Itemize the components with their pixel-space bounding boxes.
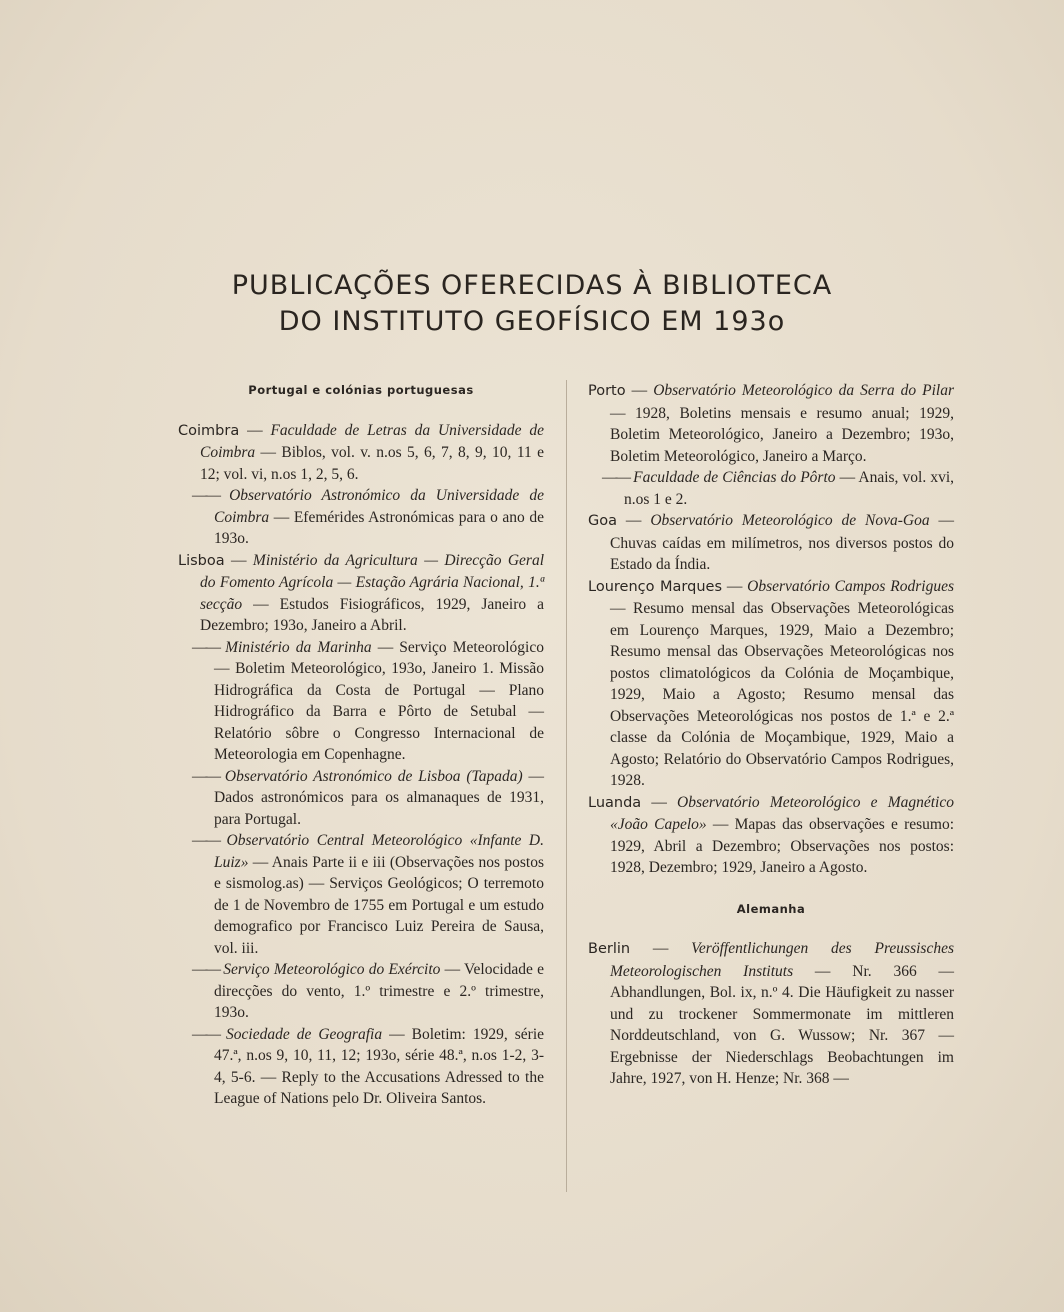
entry-place: Porto xyxy=(588,383,626,399)
entry-lisboa-3: —— Observatório Astronómico de Lisboa (Tapada) — Dados astronómicos para os almanaques de 1931, para Portugal. xyxy=(192,767,545,828)
entry-text: Efemérides Astronómicas para o ano de 193o. xyxy=(214,508,545,547)
entry-place: Lisboa xyxy=(178,552,225,569)
entry-text: Resumo mensal das Observações Meteorológicas em Lourenço Marques, 1929, Maio a Dezembro; Resumo mensal das Observações Meteorológicas nos postos climatológicos da Colónia de Moçambique, 1929, Maio a Agosto; Resumo mensal das Observações Meteorológicas nos postos de 1.ª e 2.ª classe da Colónia de Moçambique, 1929, Maio a Agosto; Relatório do Observatório Campos Rodrigues, 1928. xyxy=(610,600,955,789)
entry-lisboa-5: —— Serviço Meteorológico do Exército — Velocidade e direcções do vento, 1.º trimestre e 2.º trimestre, 193o. xyxy=(192,961,544,1021)
entry-porto-2: —— Faculdade de Ciências do Pôrto — Anais, vol. xvi, n.os 1 e 2. xyxy=(602,469,955,508)
entry-institution: Observatório Astronómico de Lisboa (Tapada) xyxy=(224,767,523,785)
page-title-line-1: PUBLICAÇÕES OFERECIDAS À BIBLIOTECA xyxy=(231,270,833,301)
entry-institution: Faculdade de Letras da Universidade de Coimbra xyxy=(200,421,544,461)
entry-text: Mapas das observações e resumo: 1929, Abril a Dezembro; Observações nos postos: 1928, Dezembro; 1929, Janeiro a Agosto. xyxy=(610,816,955,876)
entry-lisboa-2: —— Ministério da Marinha — Serviço Meteorológico — Boletim Meteorológico, 193o, Janeiro 1. Missão Hidrográfica da Costa de Portugal — Plano Hidrográfico da Barra e Pôrto de Setubal — Relatório sôbre o Congresso Internacional de Meteorologia em Copenhagne. xyxy=(192,638,544,763)
page-title-line-2: DO INSTITUTO GEOFÍSICO EM 193o xyxy=(278,306,786,337)
entry-berlin: Berlin — Veröffentlichungen des Preussisches Meteorologischen Instituts — Nr. 366 — Abhandlungen, Bol. ix, n.º 4. Die Häufigkeit zu nasser und zu trockener Sommermonate im mittleren Norddeutschland, von G. Wussow; Nr. 367 — Ergebnisse der Niederschlags Beobachtungen im Jahre, 1927, von H. Henze; Nr. 368 — xyxy=(588,940,955,1087)
entry-lourenco-marques: Lourenço Marques — Observatório Campos Rodrigues — Resumo mensal das Observações Meteorológicas em Lourenço Marques, 1929, Maio a Dezembro; Resumo mensal das Observações Meteorológicas nos postos climatológicos da Colónia de Moçambique, 1929, Maio a Agosto; Resumo mensal das Observações Meteorológicas nos postos de 1.ª e 2.ª classe da Colónia de Moçambique, 1929, Maio a Agosto; Relatório do Observatório Campos Rodrigues, 1928. xyxy=(588,577,955,789)
column-divider xyxy=(566,380,567,1192)
entry-text: Biblos, vol. v. n.os 5, 6, 7, 8, 9, 10, 11 e 12; vol. vi, n.os 1, 2, 5, 6. xyxy=(200,444,545,483)
entry-institution: Serviço Meteorológico do Exército xyxy=(223,961,441,978)
entry-institution: Ministério da Marinha xyxy=(225,638,372,656)
section-heading-portugal: Portugal e colónias portuguesas xyxy=(248,383,474,397)
entry-goa: Goa — Observatório Meteorológico de Nova-Goa — Chuvas caídas em milímetros, nos diversos postos do Estado da Índia. xyxy=(588,512,955,573)
entry-institution: Observatório Astronómico da Universidade de Coimbra xyxy=(214,487,545,526)
entry-place: Coimbra xyxy=(178,422,240,439)
entry-text: Anais, vol. xvi, n.os 1 e 2. xyxy=(624,469,955,508)
entry-porto: Porto — Observatório Meteorológico da Serra do Pilar — 1928, Boletins mensais e resumo anual; 1929, Boletim Meteorológico, Janeiro a Dezembro; 193o, Boletim Meteorológico, Janeiro a Março. xyxy=(588,382,954,465)
entry-institution: Veröffentlichungen des Preussisches Meteorologischen Instituts xyxy=(610,940,954,980)
entry-institution: Observatório Meteorológico de Nova-Goa xyxy=(650,512,930,529)
right-column xyxy=(588,380,954,1090)
entry-place: Berlin xyxy=(588,941,631,957)
entry-institution: Observatório Central Meteorológico «Infante D. Luiz» xyxy=(214,832,544,871)
entry-text: Nr. 366 — Abhandlungen, Bol. ix, n.º 4. Die Häufigkeit zu nasser und zu trockener Sommermonate im mittleren Norddeutschland, von G. Wussow; Nr. 367 — Ergebnisse der Niederschlags Beobachtungen im Jahre, 1927, von H. Henze; Nr. 368 — xyxy=(610,962,955,1087)
left-column xyxy=(178,380,544,1110)
entry-place: Luanda xyxy=(588,794,642,811)
entry-text: Velocidade e direcções do vento, 1.º trimestre e 2.º trimestre, 193o. xyxy=(214,961,544,1021)
entry-institution: Sociedade de Geografia xyxy=(226,1025,383,1043)
entry-place: Lourenço Marques xyxy=(588,578,723,595)
entry-lisboa-6: —— Sociedade de Geografia — Boletim: 1929, série 47.ª, n.os 9, 10, 11, 12; 193o, série 48.ª, n.os 1-2, 3-4, 5-6. — Reply to the Accusations Adressed to the League of Nations pelo Dr. Oliveira Santos. xyxy=(192,1025,545,1107)
entry-luanda: Luanda — Observatório Meteorológico e Magnético «João Capelo» — Mapas das observações e resumo: 1929, Abril a Dezembro; Observações nos postos: 1928, Dezembro; 1929, Janeiro a Agosto. xyxy=(588,793,955,876)
entry-text: 1928, Boletins mensais e resumo anual; 1929, Boletim Meteorológico, Janeiro a Dezembro; 193o, Boletim Meteorológico, Janeiro a Março. xyxy=(610,404,954,465)
entry-text: Estudos Fisiográficos, 1929, Janeiro a Dezembro; 193o, Janeiro a Abril. xyxy=(200,595,544,634)
entry-coimbra: Coimbra — Faculdade de Letras da Universidade de Coimbra — Biblos, vol. v. n.os 5, 6, 7, 8, 9, 10, 11 e 12; vol. vi, n.os 1, 2, 5, 6. xyxy=(178,421,545,483)
section-heading-alemanha: Alemanha xyxy=(736,901,806,916)
entry-text: Serviço Meteorológico — Boletim Meteorológico, 193o, Janeiro 1. Missão Hidrográfica da Costa de Portugal — Plano Hidrográfico da Barra e Pôrto de Setubal — Relatório sôbre o Congresso Internacional de Meteorologia em Copenhagne. xyxy=(214,638,544,763)
entry-text: Anais Parte ii e iii (Observações nos postos e sismolog.as) — Serviços Geológicos; O terremoto de 1 de Novembro de 1755 em Portugal e um estudo demografico por Francisco Luiz Pereira de Sausa, vol. iii. xyxy=(214,853,544,957)
entry-place: Goa xyxy=(588,513,617,529)
entry-lisboa-4: —— Observatório Central Meteorológico «Infante D. Luiz» — Anais Parte ii e iii (Observações nos postos e sismolog.as) — Serviços Geológicos; O terremoto de 1 de Novembro de 1755 em Portugal e um estudo demografico por Francisco Luiz Pereira de Sausa, vol. iii. xyxy=(192,832,544,957)
entry-institution: Faculdade de Ciências do Pôrto xyxy=(633,469,836,486)
entry-lisboa: Lisboa — Ministério da Agricultura — Direcção Geral do Fomento Agrícola — Estação Agrária Nacional, 1.ª secção — Estudos Fisiográficos, 1929, Janeiro a Dezembro; 193o, Janeiro a Abril. xyxy=(178,551,545,634)
entry-institution: Observatório Meteorológico da Serra do Pilar xyxy=(653,382,954,399)
entry-text: Boletim: 1929, série 47.ª, n.os 9, 10, 11, 12; 193o, série 48.ª, n.os 1-2, 3-4, 5-6. — Reply to the Accusations Adressed to the League of Nations pelo Dr. Oliveira Santos. xyxy=(214,1025,545,1107)
entry-text: Dados astronómicos para os almanaques de 1931, para Portugal. xyxy=(214,789,544,828)
entry-institution: Observatório Meteorológico e Magnético «João Capelo» xyxy=(610,793,954,833)
entry-institution: Ministério da Agricultura — Direcção Geral do Fomento Agrícola — Estação Agrária Nacional, 1.ª secção xyxy=(200,551,545,613)
entry-institution: Observatório Campos Rodrigues xyxy=(747,577,954,595)
entry-coimbra-2: —— Observatório Astronómico da Universidade de Coimbra — Efemérides Astronómicas para o ano de 193o. xyxy=(192,487,545,547)
entry-text: Chuvas caídas em milímetros, nos diversos postos do Estado da Índia. xyxy=(610,534,954,573)
